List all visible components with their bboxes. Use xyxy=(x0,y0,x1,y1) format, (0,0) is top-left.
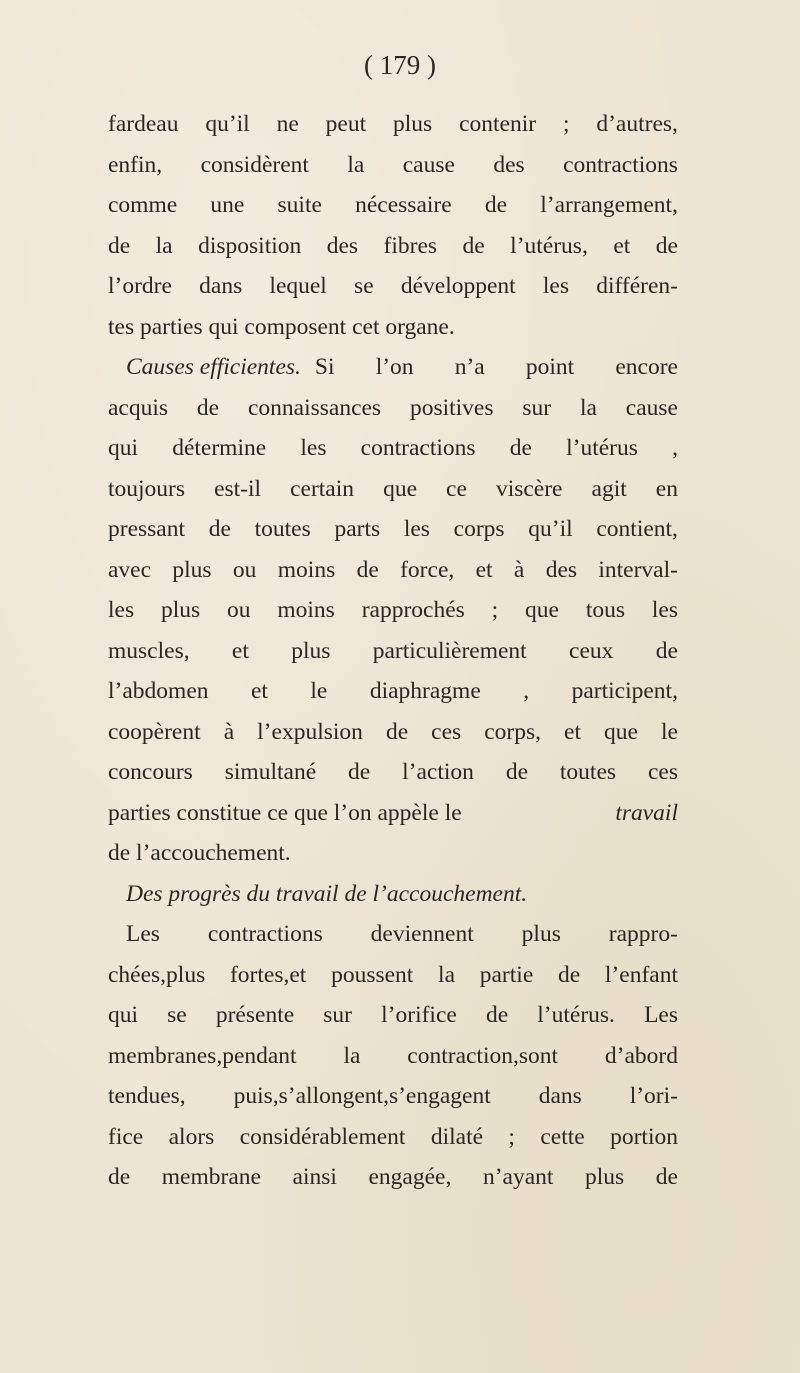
accouchement-text: de l’accouchement. xyxy=(108,840,291,866)
word: certain xyxy=(290,475,355,502)
word: sur xyxy=(522,394,552,421)
word: et xyxy=(564,718,581,745)
word: de xyxy=(655,1164,678,1190)
word: moins xyxy=(277,556,336,583)
word: tendues, xyxy=(108,1083,186,1109)
text-line xyxy=(108,509,678,550)
word: dans xyxy=(199,273,243,299)
word: avec xyxy=(108,556,152,583)
word: positives xyxy=(409,394,494,421)
word: ; xyxy=(562,111,570,137)
word: interval- xyxy=(598,556,678,583)
word: est-il xyxy=(214,475,262,502)
word: l’expulsion xyxy=(257,718,363,745)
word: alors xyxy=(168,1123,215,1150)
word: des xyxy=(326,232,359,259)
text-line xyxy=(108,590,678,631)
word: considérablement xyxy=(239,1123,406,1150)
word: en xyxy=(655,475,678,502)
word: de xyxy=(655,232,678,259)
word: différen- xyxy=(596,273,678,299)
word: de xyxy=(462,232,485,259)
word: se xyxy=(354,273,374,299)
word: l’on xyxy=(375,354,414,380)
word: une xyxy=(210,192,245,218)
word: corps xyxy=(453,516,505,542)
text-line xyxy=(108,266,678,307)
word: chées,plus xyxy=(108,961,206,988)
word: connaissances xyxy=(247,394,382,421)
word: contenir xyxy=(459,111,537,137)
text-line xyxy=(108,1076,678,1117)
word: , xyxy=(672,435,678,461)
word: de xyxy=(485,1002,509,1028)
word: toujours xyxy=(108,475,186,502)
word: diaphragme xyxy=(369,678,481,704)
word: le xyxy=(660,718,678,745)
word: fardeau xyxy=(108,111,179,137)
word: ce xyxy=(446,475,467,502)
word: dilaté xyxy=(430,1123,484,1150)
text-line xyxy=(108,104,678,145)
word: n’ayant xyxy=(482,1164,554,1190)
word: l’utérus. xyxy=(537,1002,615,1028)
word: des xyxy=(545,556,578,583)
word: toutes xyxy=(559,759,617,785)
word: de xyxy=(484,192,508,218)
word: à xyxy=(223,718,235,745)
causes-line xyxy=(108,347,678,388)
word: considèrent xyxy=(200,151,309,178)
word: Les xyxy=(644,1002,678,1028)
word: cause xyxy=(625,394,678,421)
word: d’abord xyxy=(604,1042,678,1069)
word: contractions xyxy=(360,435,476,461)
word: ces xyxy=(647,759,678,785)
word: contractions xyxy=(207,921,323,947)
word: particulièrement xyxy=(372,637,527,664)
text-line xyxy=(108,752,678,793)
word: partie xyxy=(479,961,534,988)
travail-word: travail xyxy=(615,799,678,826)
word: de xyxy=(356,556,379,583)
word: peut xyxy=(325,111,367,137)
text-line xyxy=(108,1036,678,1077)
word: encore xyxy=(615,354,678,380)
word: que xyxy=(383,475,417,502)
word: et xyxy=(250,678,268,704)
text-line xyxy=(108,712,678,753)
word: force, xyxy=(400,556,455,583)
page-number: ( 179 ) xyxy=(364,50,436,80)
word: ou xyxy=(232,556,257,583)
word: plus xyxy=(172,556,212,583)
word: et xyxy=(613,232,631,259)
text-line xyxy=(108,185,678,226)
word: d’autres, xyxy=(596,111,678,137)
word: ces xyxy=(431,718,462,745)
word: de xyxy=(509,435,532,461)
word: la xyxy=(438,961,456,988)
word: de xyxy=(348,759,371,785)
word: deviennent xyxy=(370,921,474,947)
word: nécessaire xyxy=(355,192,452,218)
word: contractions xyxy=(563,151,678,178)
accouchement-line xyxy=(108,833,678,874)
word: l’utérus xyxy=(566,435,638,461)
word: muscles, xyxy=(108,637,190,664)
word: de xyxy=(557,961,581,988)
word: détermine xyxy=(172,435,267,461)
word: dans xyxy=(538,1083,582,1109)
word: viscère xyxy=(495,475,563,502)
word: portion xyxy=(610,1123,678,1150)
word: des xyxy=(493,151,525,178)
word: le xyxy=(310,678,328,704)
text-line xyxy=(108,995,678,1036)
text-line xyxy=(108,428,678,469)
word: ; xyxy=(491,597,499,623)
word: n’a xyxy=(454,354,485,380)
word: Les xyxy=(126,921,160,947)
word: membrane xyxy=(161,1164,261,1190)
word: tous xyxy=(585,597,626,623)
word: de xyxy=(108,232,131,259)
word: à xyxy=(513,556,525,583)
word: présente xyxy=(215,1002,295,1028)
word: toutes xyxy=(254,516,311,542)
word: participent, xyxy=(571,678,678,704)
text-line xyxy=(108,307,678,348)
word: cause xyxy=(402,151,455,178)
word: l’action xyxy=(402,759,474,785)
word: point xyxy=(525,354,575,380)
word: et xyxy=(475,556,493,583)
travail-line xyxy=(108,793,678,834)
word: de xyxy=(208,516,231,542)
word: de xyxy=(108,1164,131,1190)
word: acquis xyxy=(108,394,169,421)
word: contient, xyxy=(596,516,678,542)
word: cette xyxy=(540,1123,585,1150)
word: développent xyxy=(400,273,516,299)
word: engagée, xyxy=(368,1164,452,1190)
word: de xyxy=(196,394,220,421)
paragraph-opening xyxy=(108,104,678,347)
word: les xyxy=(403,516,430,542)
word: fice xyxy=(108,1123,144,1150)
text-line xyxy=(108,1157,678,1198)
word: Si xyxy=(314,354,335,380)
word: ou xyxy=(227,597,251,623)
word: que xyxy=(604,718,638,745)
text-line xyxy=(108,388,678,429)
word: puis,s’allongent,s’engagent xyxy=(233,1083,491,1109)
word: concours xyxy=(108,759,193,785)
word: comme xyxy=(108,192,178,218)
word: la xyxy=(155,232,173,259)
word: rapprochés xyxy=(361,597,465,623)
word: l’arrangement, xyxy=(540,192,678,218)
text-line xyxy=(108,914,678,955)
text-line xyxy=(108,145,678,186)
word: plus xyxy=(291,637,331,664)
word: de xyxy=(505,759,528,785)
word: les xyxy=(108,597,135,623)
word: tes parties qui composent cet organe. xyxy=(108,313,455,340)
word: et xyxy=(231,637,249,664)
word: moins xyxy=(277,597,335,623)
word: disposition xyxy=(198,232,302,259)
word: qu’il xyxy=(205,111,250,137)
word: la xyxy=(347,151,365,178)
word: l’abdomen xyxy=(108,678,209,704)
section-heading xyxy=(108,874,678,915)
word: plus xyxy=(521,921,561,947)
word: qui xyxy=(108,1002,139,1028)
page-body-text xyxy=(108,104,678,1198)
paragraph-progres xyxy=(108,914,678,1198)
word: de xyxy=(655,637,678,664)
word: la xyxy=(579,394,597,421)
word: simultané xyxy=(224,759,317,785)
travail-line-text: parties constitue ce que l’on appèle le xyxy=(108,799,462,826)
word: pressant xyxy=(108,516,186,542)
word: suite xyxy=(277,192,322,218)
text-line xyxy=(108,1117,678,1158)
word: se xyxy=(167,1002,187,1028)
word: plus xyxy=(160,597,201,623)
word: de xyxy=(385,718,409,745)
causes-line-rest xyxy=(315,347,678,388)
text-line xyxy=(108,955,678,996)
word: les xyxy=(651,597,678,623)
word: fibres xyxy=(383,232,438,259)
word: ainsi xyxy=(292,1164,337,1190)
causes-title: Causes efficientes. xyxy=(126,354,301,380)
word: enfin, xyxy=(108,151,163,178)
word: l’ori- xyxy=(629,1083,678,1109)
word: l’orifice xyxy=(381,1002,457,1028)
word: fortes,et xyxy=(229,961,307,988)
text-line xyxy=(108,550,678,591)
word: ; xyxy=(508,1123,515,1150)
word: l’utérus, xyxy=(510,232,588,259)
word: lequel xyxy=(269,273,327,299)
word: corps, xyxy=(484,718,541,745)
paragraph-causes xyxy=(108,388,678,793)
word: rappro- xyxy=(608,921,678,947)
text-line xyxy=(108,226,678,267)
word: qu’il xyxy=(528,516,573,542)
word: plus xyxy=(584,1164,625,1190)
word: les xyxy=(300,435,327,461)
word: ceux xyxy=(569,637,614,664)
word: l’enfant xyxy=(604,961,678,988)
word: agit xyxy=(591,475,627,502)
section-heading-text: Des progrès du travail de l’accouchement. xyxy=(126,880,528,907)
word: poussent xyxy=(331,961,414,988)
word: contraction,sont xyxy=(407,1042,559,1069)
word: que xyxy=(525,597,559,623)
word: plus xyxy=(393,111,433,137)
word: ne xyxy=(276,111,299,137)
text-line xyxy=(108,671,678,712)
word: l’ordre xyxy=(108,273,172,299)
word: membranes,pendant xyxy=(108,1042,297,1069)
text-line xyxy=(108,631,678,672)
word: coopèrent xyxy=(108,718,201,745)
word: qui xyxy=(108,435,139,461)
text-line xyxy=(108,469,678,510)
word: parts xyxy=(334,516,381,542)
word: sur xyxy=(323,1002,353,1028)
word: , xyxy=(523,678,530,704)
word: la xyxy=(343,1042,361,1069)
word: les xyxy=(542,273,569,299)
